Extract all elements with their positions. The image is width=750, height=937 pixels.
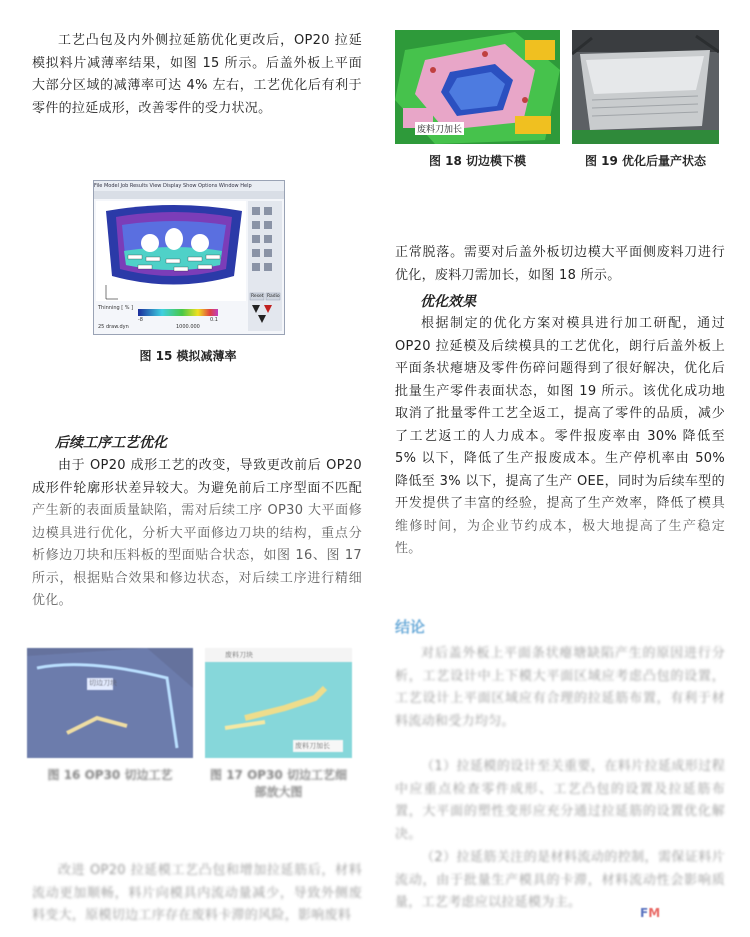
journal-logo bbox=[640, 906, 660, 920]
conclusion-paragraph-1: 对后盖外板上平面条状瘪塘缺陷产生的原因进行分析，工艺设计中上下模大平面区域应考虑凸包的设置，工艺设计上平面区域应有合理的拉延筋布置，有利于材料流动和受力均匀。 bbox=[395, 646, 725, 729]
conclusion-paragraph-3: （2）拉延筋关注的是材料流动的控制，需保证料片流动，由于批量生产模具的卡滞，材料流动性会影响质量，工艺考虑应以拉延模为主。 bbox=[395, 850, 725, 910]
section-heading-conclusion: 结论 bbox=[395, 618, 426, 636]
sim-legend-min: -8 bbox=[138, 317, 143, 323]
figure-17-op30-detail bbox=[205, 648, 352, 758]
sim-menu-bar: File Model Job Results View Display Show Options Window Help bbox=[94, 181, 284, 191]
section-heading-results: 优化效果 bbox=[420, 294, 476, 310]
right-continuation-paragraph: 正常脱落。需要对后盖外板切边模大平面侧废料刀进行优化，废料刀需加长，如图 18 所示。 bbox=[395, 245, 725, 283]
figure-16-drawing bbox=[27, 648, 193, 758]
section-heading-followup: 后续工序工艺优化 bbox=[55, 435, 167, 451]
journal-logo-right: M bbox=[648, 906, 661, 920]
figure-18-trim-die-lower bbox=[395, 30, 560, 144]
sim-job-label: 25 draw.dyn bbox=[98, 324, 129, 330]
sim-reset-button[interactable]: Reset bbox=[251, 294, 264, 299]
sim-status-label: Thinning [ % ] bbox=[98, 305, 134, 311]
sim-legend-max: 0.1 bbox=[210, 317, 218, 323]
figure-16-op30-trim bbox=[27, 648, 193, 758]
figure-17-top-label: 废料刀块 bbox=[225, 651, 253, 659]
figure-16-label: 切边刀块 bbox=[89, 679, 117, 687]
figure-15-thinning-simulation bbox=[93, 180, 285, 335]
sim-scale-label: 1000.000 bbox=[176, 324, 200, 330]
sim-viewport bbox=[94, 181, 284, 334]
figure-18-caption: 图 18 切边模下模 bbox=[428, 154, 527, 168]
journal-logo-left: F bbox=[640, 906, 649, 920]
figure-19-drawing bbox=[572, 30, 719, 144]
figure-18-label: 废料刀加长 bbox=[415, 122, 464, 135]
figure-16-caption: 图 16 OP30 切边工艺 bbox=[47, 768, 173, 782]
sim-radio-button[interactable]: Radio bbox=[267, 294, 280, 299]
results-paragraph: 根据制定的优化方案对模具进行加工研配，通过 OP20 拉延模及后续模具的工艺优化，朗行后盖外板上平面条状瘪塘及零件伤碎问题得到了很好解决，优化后批量生产零件表面状态，如图 19 所示。该优化成功地取消了批量零件工艺全返工，提高了零件的品质，减少了工艺返工的人力成本。零件报废率由 30% 降低至 5% 以下，降低了生产报废成本。生产停机率由 50% 降低至 3% 以下，提高了生产 OEE，同时为后续车型的开发提供了丰富的经验，提高了生产效率，降低了模具维修时间，为企业节约成本，极大地提高了生产稳定性。 bbox=[395, 316, 725, 556]
trim-paragraph: 改进 OP20 拉延模工艺凸包和增加拉延筋后，材料流动更加顺畅，料片向模具内流动量减少，导致外侧废料变大，原模切边工序存在废料卡滞的风险，影响废料 bbox=[32, 863, 362, 923]
conclusion-paragraph-2: （1）拉延模的设计至关重要，在料片拉延成形过程中应重点检查零件成形、工艺凸包的设置及拉延筋布置，大平面的塑性变形应充分通过拉延筋的设置优化解决。 bbox=[395, 759, 725, 842]
figure-17-caption: 图 17 OP30 切边工艺细部放大图 bbox=[210, 768, 347, 799]
figure-19-production-state bbox=[572, 30, 719, 144]
followup-paragraph: 由于 OP20 成形工艺的改变，导致更改前后 OP20 成形件轮廓形状差异较大。为避免前后工序型面不匹配产生新的表面质量缺陷，需对后续工序 OP30 大平面修边模具进行优化，分析大平面修边刀块的结构，重点分析修边刀块和压料板的型面贴合状态，如图 16、图 17 所示，根据贴合效果和修边状态，对后续工序进行精细优化。 bbox=[32, 458, 362, 608]
figure-17-corner-label: 废料刀加长 bbox=[295, 742, 330, 750]
intro-paragraph: 工艺凸包及内外侧拉延筋优化更改后，OP20 拉延模拟料片减薄率结果，如图 15 所示。后盖外板上平面大部分区域的减薄率可达 4% 左右，工艺优化后有利于零件的拉延成形，改善零件的受力状况。 bbox=[32, 33, 362, 116]
figure-15-caption: 图 15 模拟减薄率 bbox=[139, 349, 237, 363]
figure-19-caption: 图 19 优化后量产状态 bbox=[584, 154, 707, 168]
